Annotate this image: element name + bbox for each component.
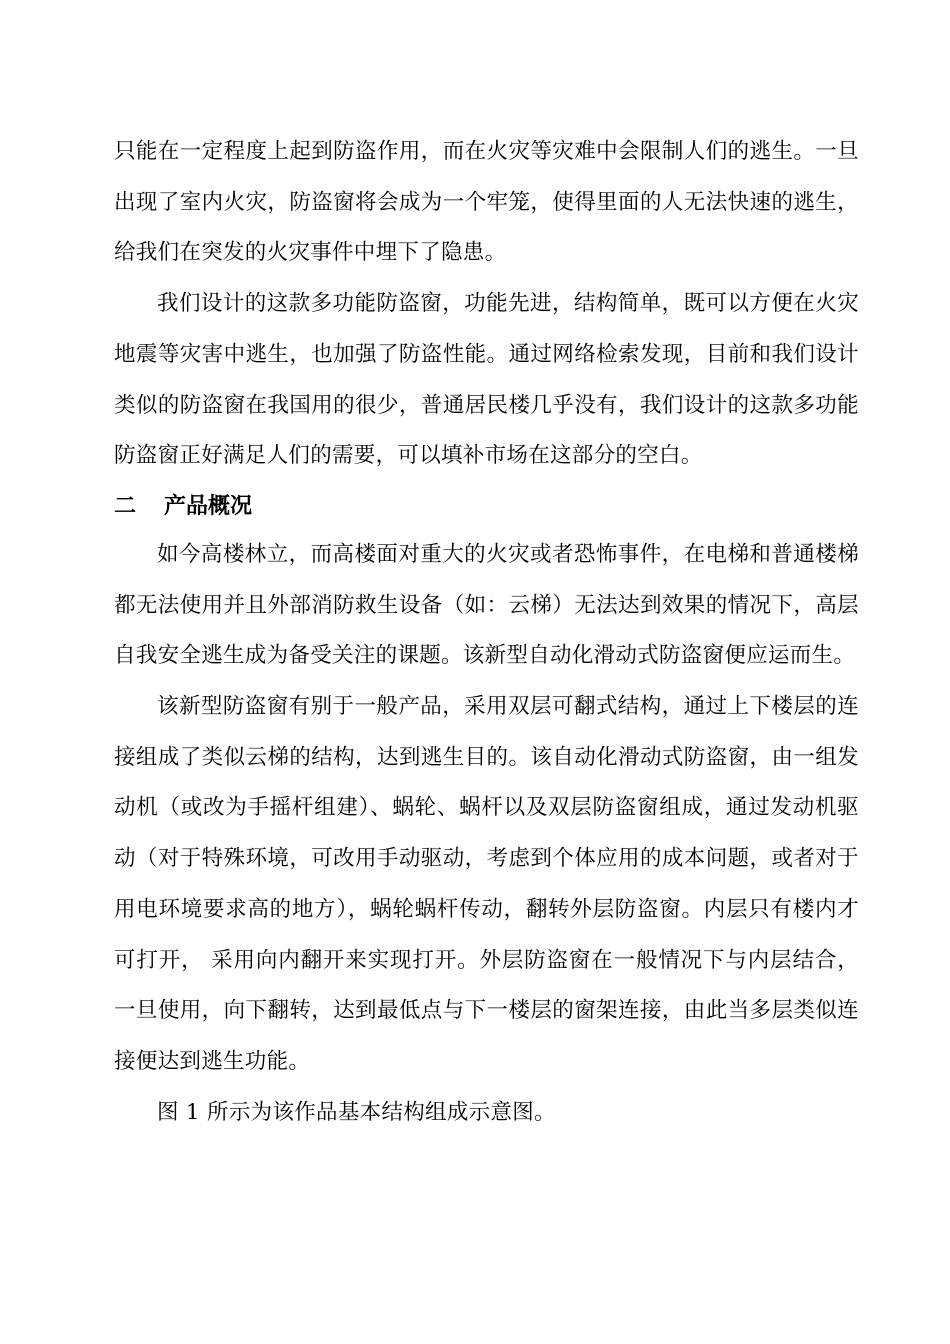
paragraph-structure: 该新型防盗窗有别于一般产品，采用双层可翻式结构，通过上下楼层的连接组成了类似云梯的结构，达到逃生目的。该自动化滑动式防盗窗，由一组发动机（或改为手摇杆组建）、蜗轮、蜗杆以及双层防盗窗组成，通过发动机驱动（对于特殊环境，可改用手动驱动，考虑到个体应用的成本问题，或者对于用电环境要求高的地方），蜗轮蜗杆传动，翻转外层防盗窗。内层只有楼内才可打开， 采用向内翻开来实现打开。外层防盗窗在一般情况下与内层结合，一旦使用，向下翻转，达到最低点与下一楼层的窗架连接，由此当多层类似连接便达到逃生功能。 bbox=[114, 694, 859, 1074]
paragraph-background: 如今高楼林立，而高楼面对重大的火灾或者恐怖事件，在电梯和普通楼梯都无法使用并且外部消防救生设备（如：云梯）无法达到效果的情况下，高层自我安全逃生成为备受关注的课题。该新型自动化滑动式防盗窗便应运而生。 bbox=[114, 541, 859, 669]
paragraph-continuation: 只能在一定程度上起到防盗作用，而在火灾等灾难中会限制人们的逃生。一旦出现了室内火灾，防盗窗将会成为一个牢笼，使得里面的人无法快速的逃生，给我们在突发的火灾事件中埋下了隐患。 bbox=[114, 139, 859, 266]
paragraph-design-intro: 我们设计的这款多功能防盗窗，功能先进，结构简单，既可以方便在火灾地震等灾害中逃生，也加强了防盗性能。通过网络检索发现，目前和我们设计类似的防盗窗在我国用的很少，普通居民楼几乎没有，我们设计的这款多功能防盗窗正好满足人们的需要，可以填补市场在这部分的空白。 bbox=[114, 291, 859, 469]
section-title: 产品概况 bbox=[164, 492, 253, 519]
section-number: 二 bbox=[114, 492, 137, 519]
document-body bbox=[114, 127, 859, 1138]
section-heading bbox=[114, 482, 859, 530]
paragraph-figure-reference: 图 1 所示为该作品基本结构组成示意图。 bbox=[157, 1099, 556, 1125]
